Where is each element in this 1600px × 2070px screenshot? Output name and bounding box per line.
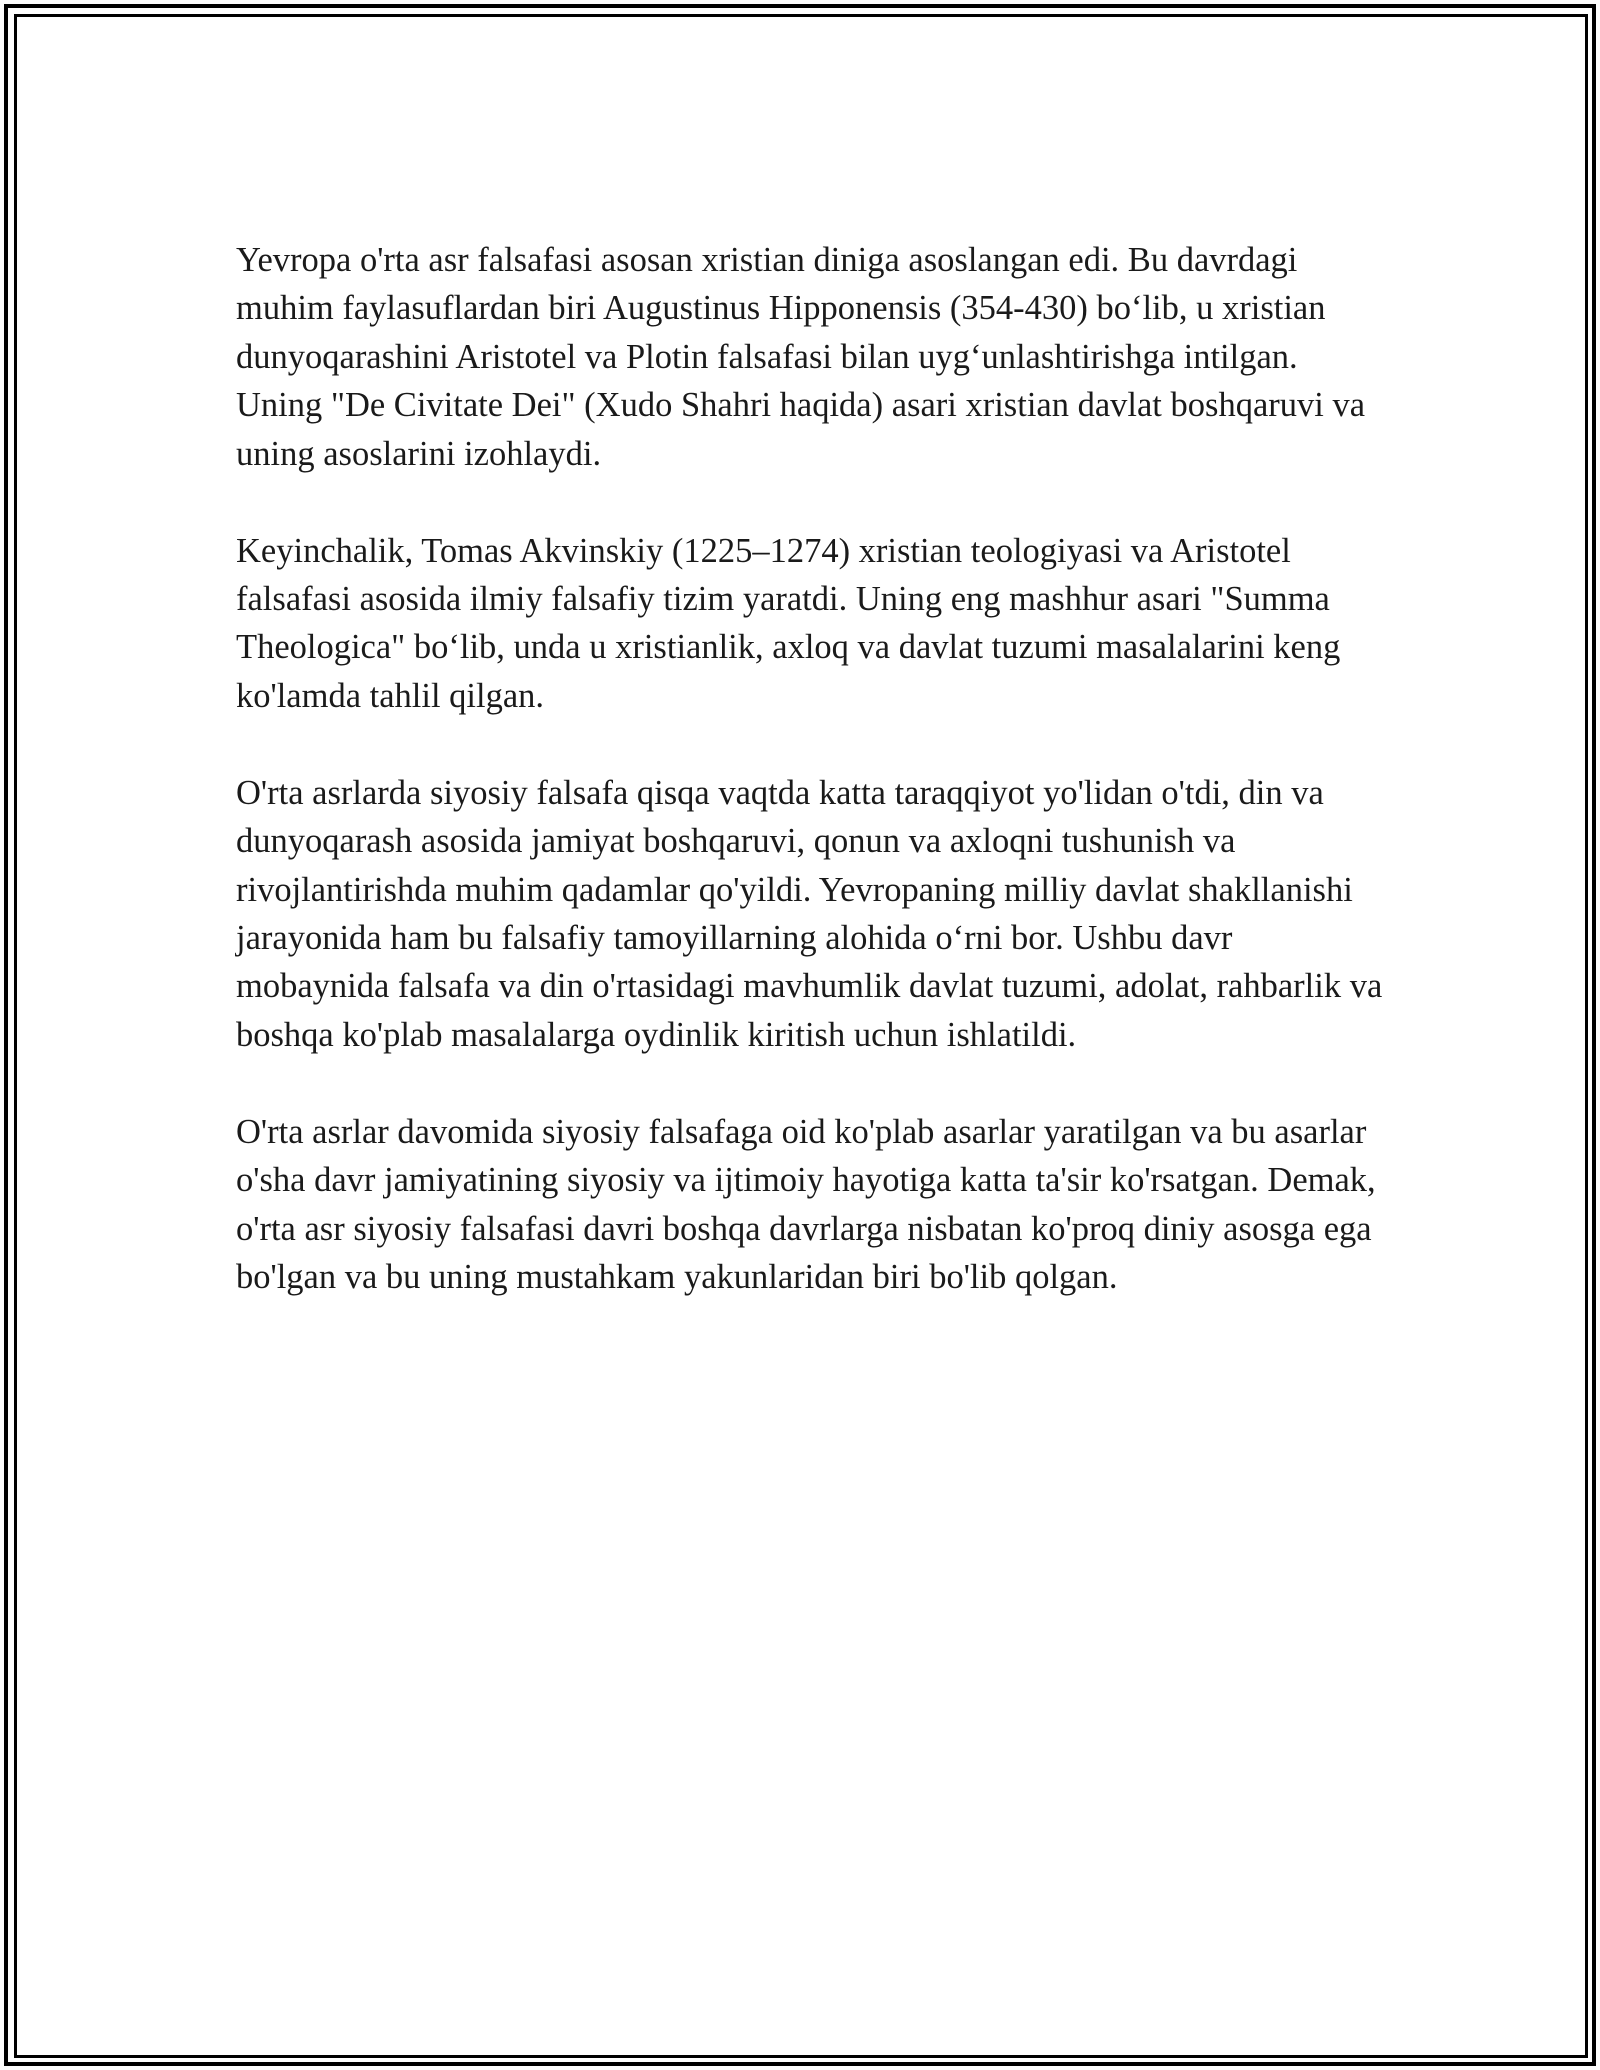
paragraph-1: Yevropa o'rta asr falsafasi asosan xristian diniga asoslangan edi. Bu davrdagi muhim faylasuflardan biri Augustinus Hipponensis (354-430) bo‘lib, u xristian dunyoqarashini Aristotel va Plotin falsafasi bilan uyg‘unlashtirishga intilgan. Uning "De Civitate Dei" (Xudo Shahri haqida) asari xristian davlat boshqaruvi va uning asoslarini izohlaydi. [236,241,1366,473]
paragraph-2: Keyinchalik, Tomas Akvinskiy (1225–1274) xristian teologiyasi va Aristotel falsafasi asosida ilmiy falsafiy tizim yaratdi. Uning eng mashhur asari "Summa Theologica" bo‘lib, unda u xristianlik, axloq va davlat tuzumi masalalarini keng ko'lamda tahlil qilgan. [236,531,1341,715]
document-body [236,236,1386,1350]
paragraph-4: O'rta asrlar davomida siyosiy falsafaga oid ko'plab asarlar yaratilgan va bu asarlar o'sha davr jamiyatining siyosiy va ijtimoiy hayotiga katta ta'sir ko'rsatgan. Demak, o'rta asr siyosiy falsafasi davri boshqa davrlarga nisbatan ko'proq diniy asosga ega bo'lgan va bu uning mustahkam yakunlaridan biri bo'lib qolgan. [236,1112,1376,1297]
paragraph-3: O'rta asrlarda siyosiy falsafa qisqa vaqtda katta taraqqiyot yo'lidan o'tdi, din va dunyoqarash asosida jamiyat boshqaruvi, qonun va axloqni tushunish va rivojlantirishda muhim qadamlar qo'yildi. Yevropaning milliy davlat shakllanishi jarayonida ham bu falsafiy tamoyillarning alohida o‘rni bor. Ushbu davr mobaynida falsafa va din o'rtasidagi mavhumlik davlat tuzumi, adolat, rahbarlik va boshqa ko'plab masalalarga oydinlik kiritish uchun ishlatildi. [236,773,1383,1054]
